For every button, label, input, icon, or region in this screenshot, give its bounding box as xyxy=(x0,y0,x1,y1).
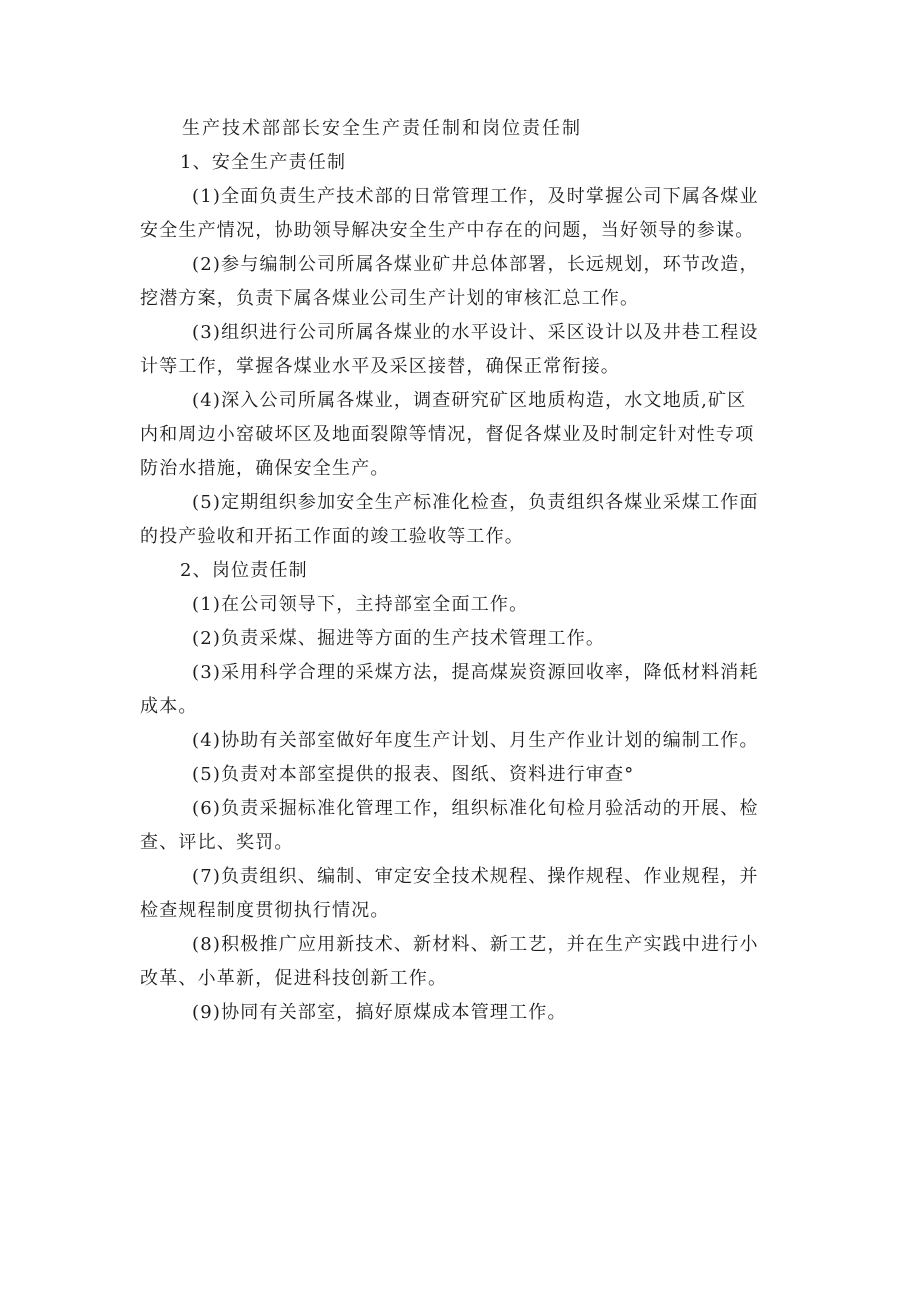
post-item-9 xyxy=(140,996,790,1030)
safety-item-2 xyxy=(140,248,790,316)
paragraph-line: 检查规程制度贯彻执行情况。 xyxy=(140,900,390,921)
safety-item-1 xyxy=(140,180,790,248)
post-item-4 xyxy=(140,724,790,758)
paragraph-line: (8)积极推广应用新技术、新材料、新工艺，并在生产实践中进行小 xyxy=(192,934,759,955)
document-page xyxy=(140,112,790,1030)
post-item-3 xyxy=(140,656,790,724)
paragraph-line: 防治水措施，确保安全生产。 xyxy=(140,458,390,479)
paragraph-line: 查、评比、奖罚。 xyxy=(140,832,294,853)
post-item-2 xyxy=(140,622,790,656)
paragraph-line: (5)负责对本部室提供的报表、图纸、资料进行审查° xyxy=(192,764,635,785)
section-heading-post: 2、岗位责任制 xyxy=(180,560,308,581)
document-title: 生产技术部部长安全生产责任制和岗位责任制 xyxy=(182,118,582,139)
paragraph-line: (4)深入公司所属各煤业，调查研究矿区地质构造，水文地质,矿区 xyxy=(192,390,747,411)
post-item-6 xyxy=(140,792,790,860)
paragraph-line: 计等工作，掌握各煤业水平及采区接替，确保正常衔接。 xyxy=(140,356,620,377)
paragraph-line: 挖潜方案，负责下属各煤业公司生产计划的审核汇总工作。 xyxy=(140,288,640,309)
paragraph-line: (6)负责采掘标准化管理工作，组织标准化旬检月验活动的开展、检 xyxy=(192,798,759,819)
paragraph-line: 安全生产情况，协助领导解决安全生产中存在的问题，当好领导的参谋。 xyxy=(140,220,755,241)
paragraph-line: (5)定期组织参加安全生产标准化检查，负责组织各煤业采煤工作面 xyxy=(192,492,759,513)
paragraph-line: 成本。 xyxy=(140,696,198,717)
post-item-1 xyxy=(140,588,790,622)
post-item-7 xyxy=(140,860,790,928)
paragraph-line: 内和周边小窑破坏区及地面裂隙等情况，督促各煤业及时制定针对性专项 xyxy=(140,424,755,445)
paragraph-line: (2)参与编制公司所属各煤业矿井总体部署，长远规划，环节改造， xyxy=(192,254,759,275)
paragraph-line: 的投产验收和开拓工作面的竣工验收等工作。 xyxy=(140,526,524,547)
safety-item-3 xyxy=(140,316,790,384)
paragraph-line: (3)采用科学合理的采煤方法，提高煤炭资源回收率，降低材料消耗 xyxy=(192,662,759,683)
post-item-8 xyxy=(140,928,790,996)
paragraph-line: (4)协助有关部室做好年度生产计划、月生产作业计划的编制工作。 xyxy=(192,730,759,751)
safety-item-5 xyxy=(140,486,790,554)
paragraph-line: (9)协同有关部室，搞好原煤成本管理工作。 xyxy=(192,1002,567,1023)
safety-item-4 xyxy=(140,384,790,486)
post-item-5 xyxy=(140,758,790,792)
paragraph-line: (1)全面负责生产技术部的日常管理工作，及时掌握公司下属各煤业 xyxy=(192,186,759,207)
paragraph-line: 改革、小革新，促进科技创新工作。 xyxy=(140,968,448,989)
paragraph-line: (7)负责组织、编制、审定安全技术规程、操作规程、作业规程，并 xyxy=(192,866,759,887)
section-heading-safety: 1、安全生产责任制 xyxy=(180,152,347,173)
paragraph-line: (1)在公司领导下，主持部室全面工作。 xyxy=(192,594,529,615)
paragraph-line: (2)负责采煤、掘进等方面的生产技术管理工作。 xyxy=(192,628,606,649)
paragraph-line: (3)组织进行公司所属各煤业的水平设计、采区设计以及井巷工程设 xyxy=(192,322,759,343)
